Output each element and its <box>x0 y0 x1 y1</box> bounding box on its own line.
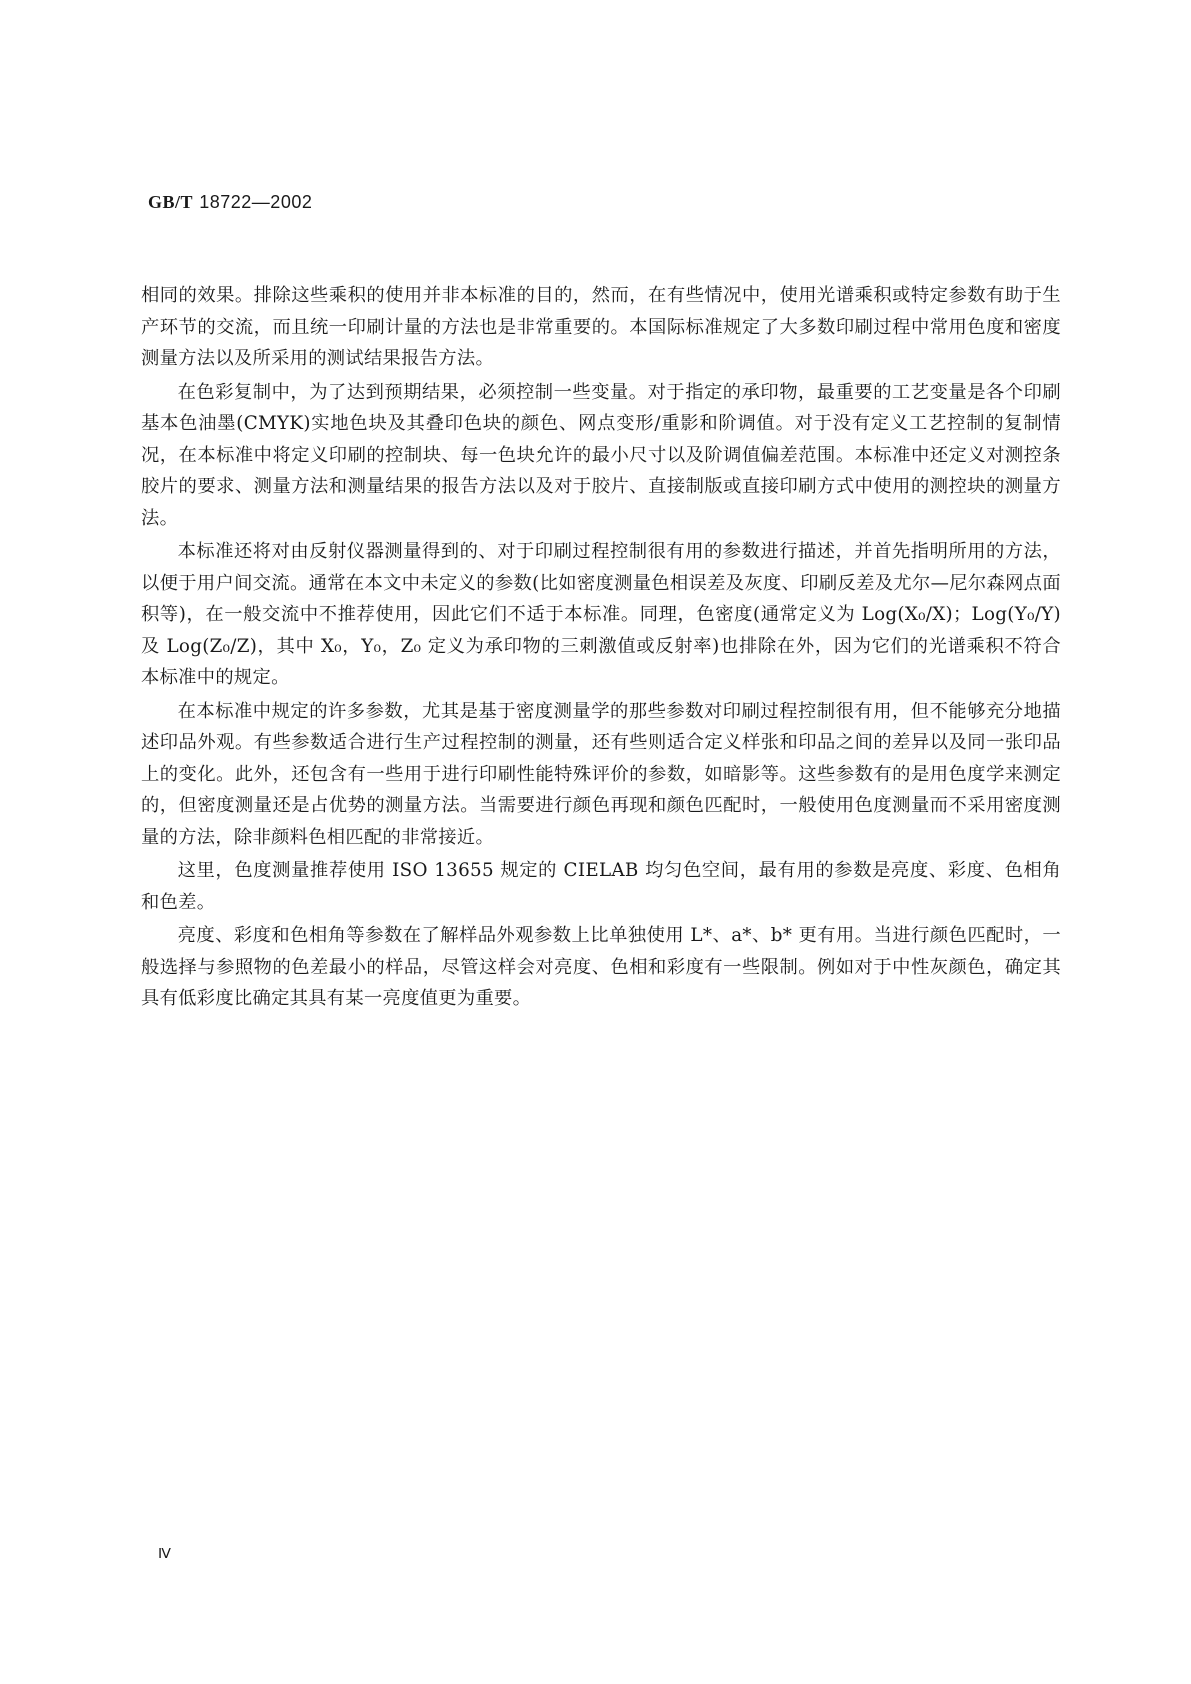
paragraph-1: 相同的效果。排除这些乘积的使用并非本标准的目的，然而，在有些情况中，使用光谱乘积或特定参数有助于生产环节的交流，而且统一印刷计量的方法也是非常重要的。本国际标准规定了大多数印刷过程中常用色度和密度测量方法以及所采用的测试结果报告方法。 <box>141 285 1061 369</box>
paragraph-2: 在色彩复制中，为了达到预期结果，必须控制一些变量。对于指定的承印物，最重要的工艺变量是各个印刷基本色油墨(CMYK)实地色块及其叠印色块的颜色、网点变形/重影和阶调值。对于没有定义工艺控制的复制情况，在本标准中将定义印刷的控制块、每一色块允许的最小尺寸以及阶调值偏差范围。本标准中还定义对测控条胶片的要求、测量方法和测量结果的报告方法以及对于胶片、直接制版或直接印刷方式中使用的测控块的测量方法。 <box>141 381 1061 529</box>
paragraph-4: 在本标准中规定的许多参数，尤其是基于密度测量学的那些参数对印刷过程控制很有用，但不能够充分地描述印品外观。有些参数适合进行生产过程控制的测量，还有些则适合定义样张和印品之间的差异以及同一张印品上的变化。此外，还包含有一些用于进行印刷性能特殊评价的参数，如暗影等。这些参数有的是用色度学来测定的，但密度测量还是占优势的测量方法。当需要进行颜色再现和颜色匹配时，一般使用色度测量而不采用密度测量的方法，除非颜料色相匹配的非常接近。 <box>141 700 1061 848</box>
paragraph-6: 亮度、彩度和色相角等参数在了解样品外观参数上比单独使用 L*、a*、b* 更有用。当进行颜色匹配时，一般选择与参照物的色差最小的样品，尽管这样会对亮度、色相和彩度有一些限制。例如对于中性灰颜色，确定其具有低彩度比确定其具有某一亮度值更为重要。 <box>141 925 1061 1009</box>
paragraph-5: 这里，色度测量推荐使用 ISO 13655 规定的 CIELAB 均匀色空间，最有用的参数是亮度、彩度、色相角和色差。 <box>141 860 1061 913</box>
standard-number-header <box>148 192 312 213</box>
standard-number: 18722—2002 <box>199 192 313 212</box>
standard-prefix: GB/T <box>148 192 194 212</box>
page-number: Ⅳ <box>158 1547 171 1562</box>
body-text <box>141 280 1061 1015</box>
paragraph-3: 本标准还将对由反射仪器测量得到的、对于印刷过程控制很有用的参数进行描述，并首先指明所用的方法，以便于用户间交流。通常在本文中未定义的参数(比如密度测量色相误差及灰度、印刷反差及尤尔—尼尔森网点面积等)，在一般交流中不推荐使用，因此它们不适于本标准。同理，色密度(通常定义为 Log(X₀/X)；Log(Y₀/Y)及 Log(Z₀/Z)，其中 X₀，Y₀，Z₀ 定义为承印物的三刺激值或反射率)也排除在外，因为它们的光谱乘积不符合本标准中的规定。 <box>141 541 1061 688</box>
